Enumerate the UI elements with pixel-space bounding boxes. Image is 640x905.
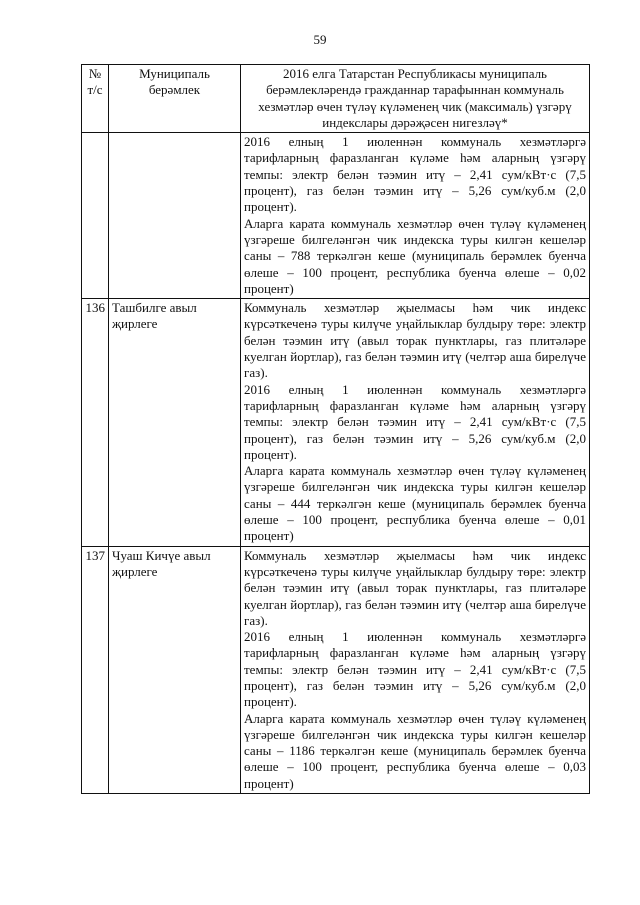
row-municipality xyxy=(109,133,241,299)
row-description xyxy=(241,299,590,546)
row-paragraph: Аларга карата коммуналь хезмәтләр өчен түләү күләменең үзгәреше билгеләнгән чик индекска туры килгән кешеләр саны – 1186 теркәлгән кеше (муниципаль берәмлек буенча өлеше – 100 процент, республика буенча өлеше – 0,03 процент) xyxy=(244,710,586,791)
row-paragraph: Аларга карата коммуналь хезмәтләр өчен түләү күләменең үзгәреше билгеләнгән чик индекска туры килгән кешеләр саны – 444 теркәлгән кеше (муниципаль берәмлек буенча өлеше – 100 процент, республика буенча өлеше – 0,01 процент) xyxy=(244,463,586,544)
header-number: № т/с xyxy=(82,65,109,133)
table-header-row xyxy=(82,65,590,133)
row-description xyxy=(241,546,590,793)
row-paragraph: Коммуналь хезмәтләр җыелмасы һәм чик индекс күрсәткеченә туры килүче уңайлыклар булдыру төре: электр белән тәэмин итү (авыл торак пунктлары, газ плитәләре куелган йортлар), газ белән тәэмин итү (челтәр аша бирелүче газ). xyxy=(244,547,586,628)
row-number: 137 xyxy=(82,546,109,793)
page-number: 59 xyxy=(313,32,327,47)
row-paragraph: Аларга карата коммуналь хезмәтләр өчен түләү күләменең үзгәреше билгеләнгән чик индекска туры килгән кешеләр саны – 788 теркәлгән кеше (муниципаль берәмлек буенча өлеше – 100 процент, республика буенча өлеше – 0,02 процент) xyxy=(244,215,586,296)
table-row xyxy=(82,299,590,546)
row-municipality: Чуаш Кичүе авыл җирлеге xyxy=(109,546,241,793)
row-number xyxy=(82,133,109,299)
row-description xyxy=(241,133,590,299)
row-paragraph: 2016 елның 1 июленнән коммуналь хезмәтләргә тарифларның фаразланган күләме һәм аларның үзгәрү темпы: электр белән тәэмин итү – 2,41 сум/кВт·с (7,5 процент), газ белән тәэмин итү – 5,26 сум/куб.м (2,0 процент). xyxy=(244,629,586,710)
row-paragraph: Коммуналь хезмәтләр җыелмасы һәм чик индекс күрсәткеченә туры килүче уңайлыклар булдыру төре: электр белән тәэмин итү (авыл торак пунктлары, газ плитәләре куелган йортлар), газ белән тәэмин итү (челтәр аша бирелүче газ). xyxy=(244,300,586,381)
tariff-table xyxy=(81,64,590,794)
table-row xyxy=(82,546,590,793)
row-municipality: Ташбилге авыл җирлеге xyxy=(109,299,241,546)
table-row xyxy=(82,133,590,299)
row-paragraph: 2016 елның 1 июленнән коммуналь хезмәтләргә тарифларның фаразланган күләме һәм аларның үзгәрү темпы: электр белән тәэмин итү – 2,41 сум/кВт·с (7,5 процент), газ белән тәэмин итү – 5,26 сум/куб.м (2,0 процент). xyxy=(244,134,586,215)
row-paragraph: 2016 елның 1 июленнән коммуналь хезмәтләргә тарифларның фаразланган күләме һәм аларның үзгәрү темпы: электр белән тәэмин итү – 2,41 сум/кВт·с (7,5 процент), газ белән тәэмин итү – 5,26 сум/куб.м (2,0 процент). xyxy=(244,381,586,462)
header-description: 2016 елга Татарстан Республикасы муниципаль берәмлекләрендә гражданнар тарафыннан коммуналь хезмәтләр өчен түләү күләменең чик (максималь) үзгәрү индекслары дәрәҗәсен нигезләү* xyxy=(241,65,590,133)
header-municipality: Муниципаль берәмлек xyxy=(109,65,241,133)
row-number: 136 xyxy=(82,299,109,546)
